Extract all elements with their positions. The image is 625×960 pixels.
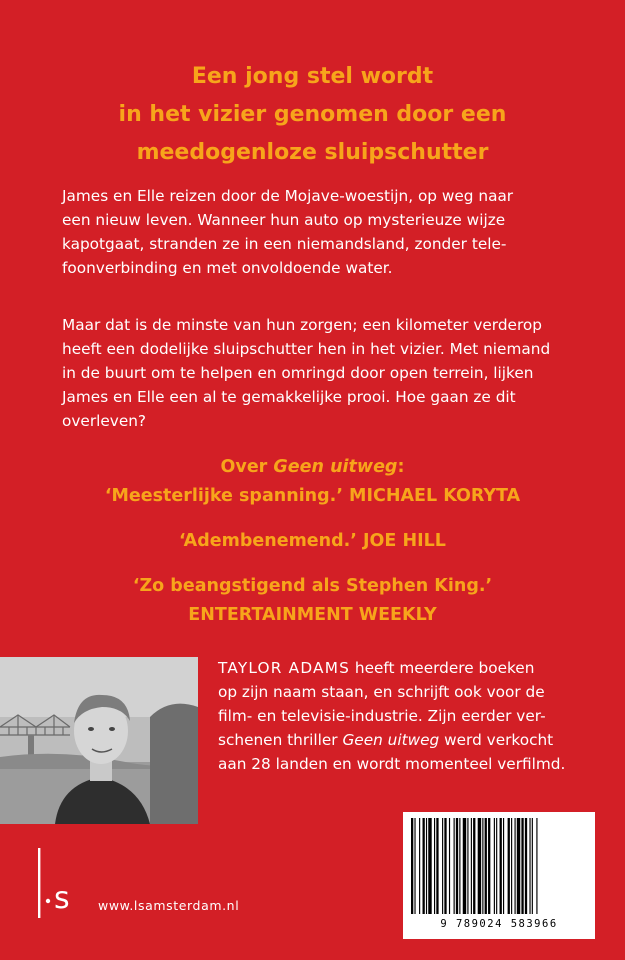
barcode-bar [511, 818, 512, 914]
quote-ew: ‘Zo beangstigend als Stephen King.’ [132, 576, 493, 596]
barcode-bar [426, 818, 427, 914]
synopsis-line: in de buurt om te helpen en omringd door open terrein, lijken [62, 364, 534, 382]
publisher-url[interactable]: www.lsamsterdam.nl [98, 898, 240, 913]
author-bio [218, 656, 618, 776]
barcode-bar [496, 818, 497, 914]
barcode-bar [485, 818, 487, 914]
quote-ew-source: ENTERTAINMENT WEEKLY [188, 605, 437, 625]
barcode-bar [536, 818, 537, 914]
barcode-bar [414, 818, 415, 914]
barcode-bar [473, 818, 475, 914]
tagline-line-2: in het vizier genomen door een [118, 102, 507, 127]
author-photo [0, 657, 198, 824]
barcode-bar [494, 818, 495, 914]
barcode-bar [449, 818, 450, 914]
barcode-bar [503, 818, 504, 914]
synopsis-line: Maar dat is de minste van hun zorgen; een kilometer verderop [62, 316, 542, 334]
bio-line [218, 656, 618, 680]
tagline-line-1: Een jong stel wordt [191, 64, 434, 89]
author-name: TAYLOR ADAMS [218, 659, 351, 677]
synopsis-line: heeft een dodelijke sluipschutter hen in het vizier. Met niemand [62, 340, 551, 358]
barcode-bar [459, 818, 460, 914]
quote-intro-title: Geen uitweg [273, 457, 398, 477]
barcode-bar [508, 818, 510, 914]
quote-intro-prefix: Over [220, 457, 274, 477]
barcode-bars [403, 812, 595, 918]
tagline [0, 58, 625, 172]
synopsis-line: een nieuw leven. Wanneer hun auto op mysterieuze wijze [62, 211, 506, 229]
barcode-bar [525, 818, 527, 914]
barcode-bar [521, 818, 523, 914]
quote-intro [0, 453, 625, 482]
synopsis-paragraph-1 [62, 184, 582, 280]
bio-line-4-b: werd verkocht [439, 731, 554, 749]
bio-line-1-rest: heeft meerdere boeken [350, 659, 535, 677]
barcode-bar [500, 818, 502, 914]
barcode-bar [532, 818, 533, 914]
barcode-bar [428, 818, 431, 914]
isbn-barcode [403, 812, 595, 939]
barcode-bar [467, 818, 468, 914]
barcode-bar [444, 818, 446, 914]
synopsis-line: James en Elle reizen door de Mojave-woestijn, op weg naar [62, 187, 514, 205]
ls-logo-icon [36, 848, 86, 918]
synopsis-line: overleven? [62, 412, 147, 430]
barcode-bar [456, 818, 458, 914]
synopsis-line: foonverbinding en met onvoldoende water. [62, 259, 393, 277]
quote-joe-hill: ‘Adembenemend.’ JOE HILL [179, 531, 446, 551]
barcode-bar [463, 818, 466, 914]
synopsis-paragraph-2 [62, 313, 582, 433]
bio-line: aan 28 landen en wordt momenteel verfilmd. [218, 755, 566, 773]
barcode-bar [515, 818, 516, 914]
barcode-bar [411, 818, 413, 914]
quote-koryta: ‘Meesterlijke spanning.’ MICHAEL KORYTA [104, 486, 521, 506]
barcode-bar [442, 818, 443, 914]
author-photo-image [0, 657, 198, 824]
barcode-bar [423, 818, 425, 914]
barcode-bar [488, 818, 490, 914]
barcode-bar [517, 818, 520, 914]
logo-glyph: s [54, 881, 70, 916]
bio-line-4-a: schenen thriller [218, 731, 343, 749]
barcode-bar [436, 818, 438, 914]
review-quotes [0, 453, 625, 630]
quote-intro-suffix: : [397, 457, 405, 477]
barcode-bar [419, 818, 420, 914]
barcode-bar [482, 818, 483, 914]
synopsis-line: kapotgaat, stranden ze in een niemandsland, zonder tele- [62, 235, 507, 253]
barcode-bar [529, 818, 530, 914]
barcode-bar [478, 818, 481, 914]
barcode-bar [454, 818, 455, 914]
bio-book-title: Geen uitweg [342, 731, 440, 749]
tagline-line-3: meedogenloze sluipschutter [136, 140, 489, 165]
bio-line: film- en televisie-industrie. Zijn eerder ver- [218, 707, 546, 725]
isbn-digits: 9 789024 583966 [440, 918, 558, 930]
bio-line: op zijn naam staan, en schrijft ook voor de [218, 683, 545, 701]
barcode-bar [471, 818, 472, 914]
synopsis-line: James en Elle een al te gemakkelijke prooi. Hoe gaan ze dit [62, 388, 516, 406]
barcode-bar [434, 818, 435, 914]
bio-line [218, 728, 618, 752]
